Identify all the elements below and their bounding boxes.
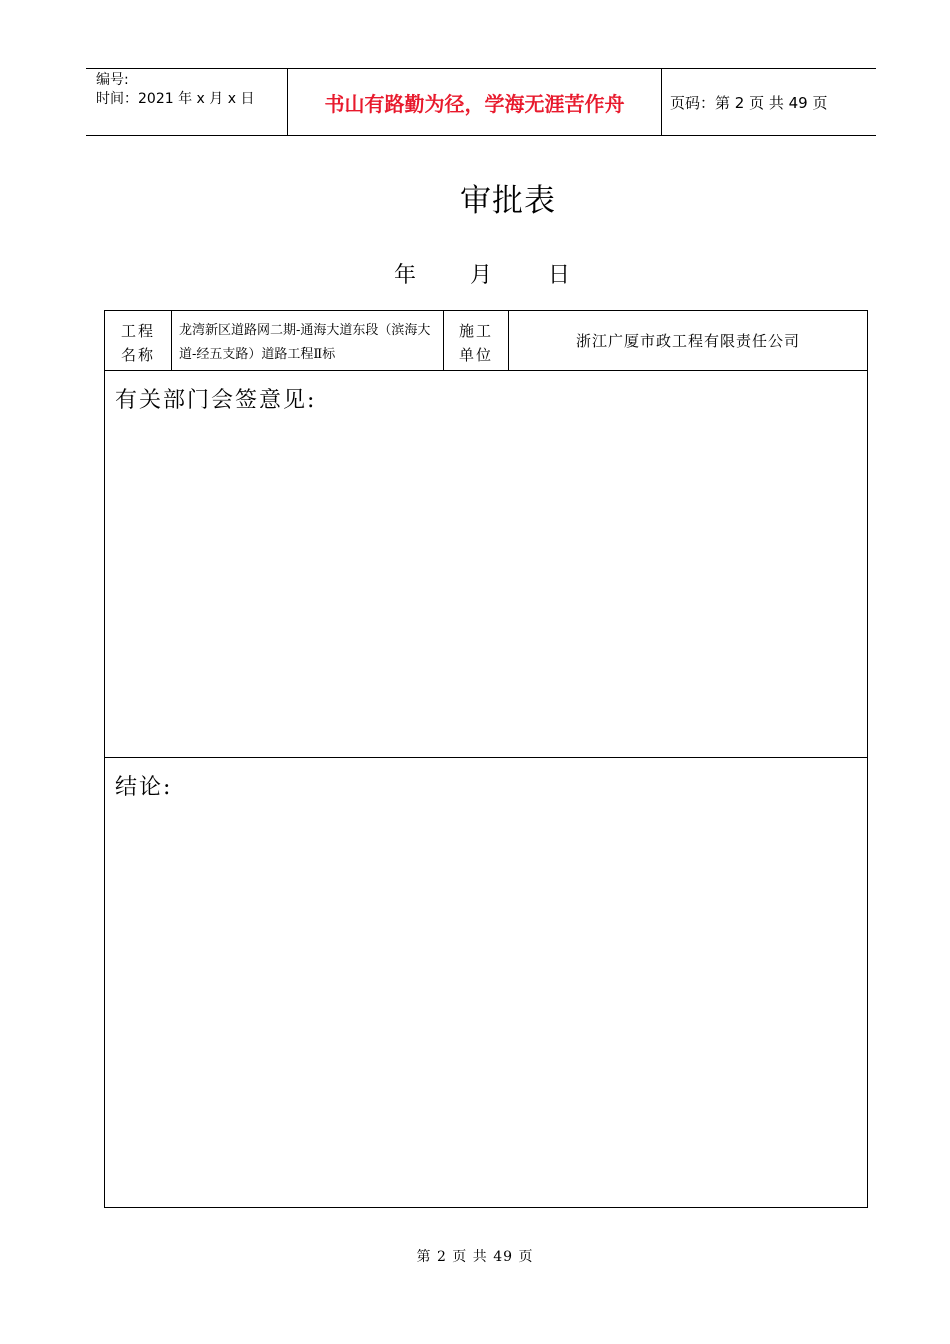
unit-label: 施工 bbox=[459, 322, 494, 340]
time-label: 时间：2021 年 x 月 x 日 bbox=[96, 91, 255, 107]
unit-name-cell bbox=[509, 311, 867, 370]
header-divider bbox=[661, 69, 662, 135]
project-name: 龙湾新区道路网二期-通海大道东段（滨海大道-经五支路）道路工程Ⅱ标 bbox=[179, 323, 431, 362]
conclusion-label: 结论: bbox=[115, 775, 173, 800]
opinion-label: 有关部门会签意见: bbox=[115, 388, 317, 413]
unit-name: 浙江广厦市政工程有限责任公司 bbox=[575, 332, 800, 350]
conclusion-section bbox=[105, 758, 867, 1207]
header-page-info: 页码：第 2 页 共 49 页 bbox=[670, 93, 828, 112]
project-name-cell bbox=[172, 311, 444, 370]
header-meta bbox=[96, 71, 254, 109]
date-month: 月 bbox=[470, 263, 493, 288]
header-motto: 书山有路勤为径，学海无涯苦作舟 bbox=[324, 91, 625, 116]
project-label: 工程 bbox=[121, 322, 156, 340]
page-footer: 第 2 页 共 49 页 bbox=[416, 1249, 534, 1265]
unit-label-cell bbox=[444, 311, 509, 370]
document-header bbox=[86, 68, 876, 136]
opinion-section bbox=[105, 371, 867, 758]
project-label-cell bbox=[105, 311, 172, 370]
date-day: 日 bbox=[548, 263, 571, 288]
number-label: 编号: bbox=[96, 72, 129, 88]
table-row bbox=[105, 311, 867, 371]
approval-table bbox=[104, 310, 868, 1208]
date-year: 年 bbox=[394, 263, 417, 288]
unit-label: 单位 bbox=[459, 346, 494, 364]
page-title: 审批表 bbox=[460, 183, 556, 219]
project-label: 名称 bbox=[121, 346, 156, 364]
